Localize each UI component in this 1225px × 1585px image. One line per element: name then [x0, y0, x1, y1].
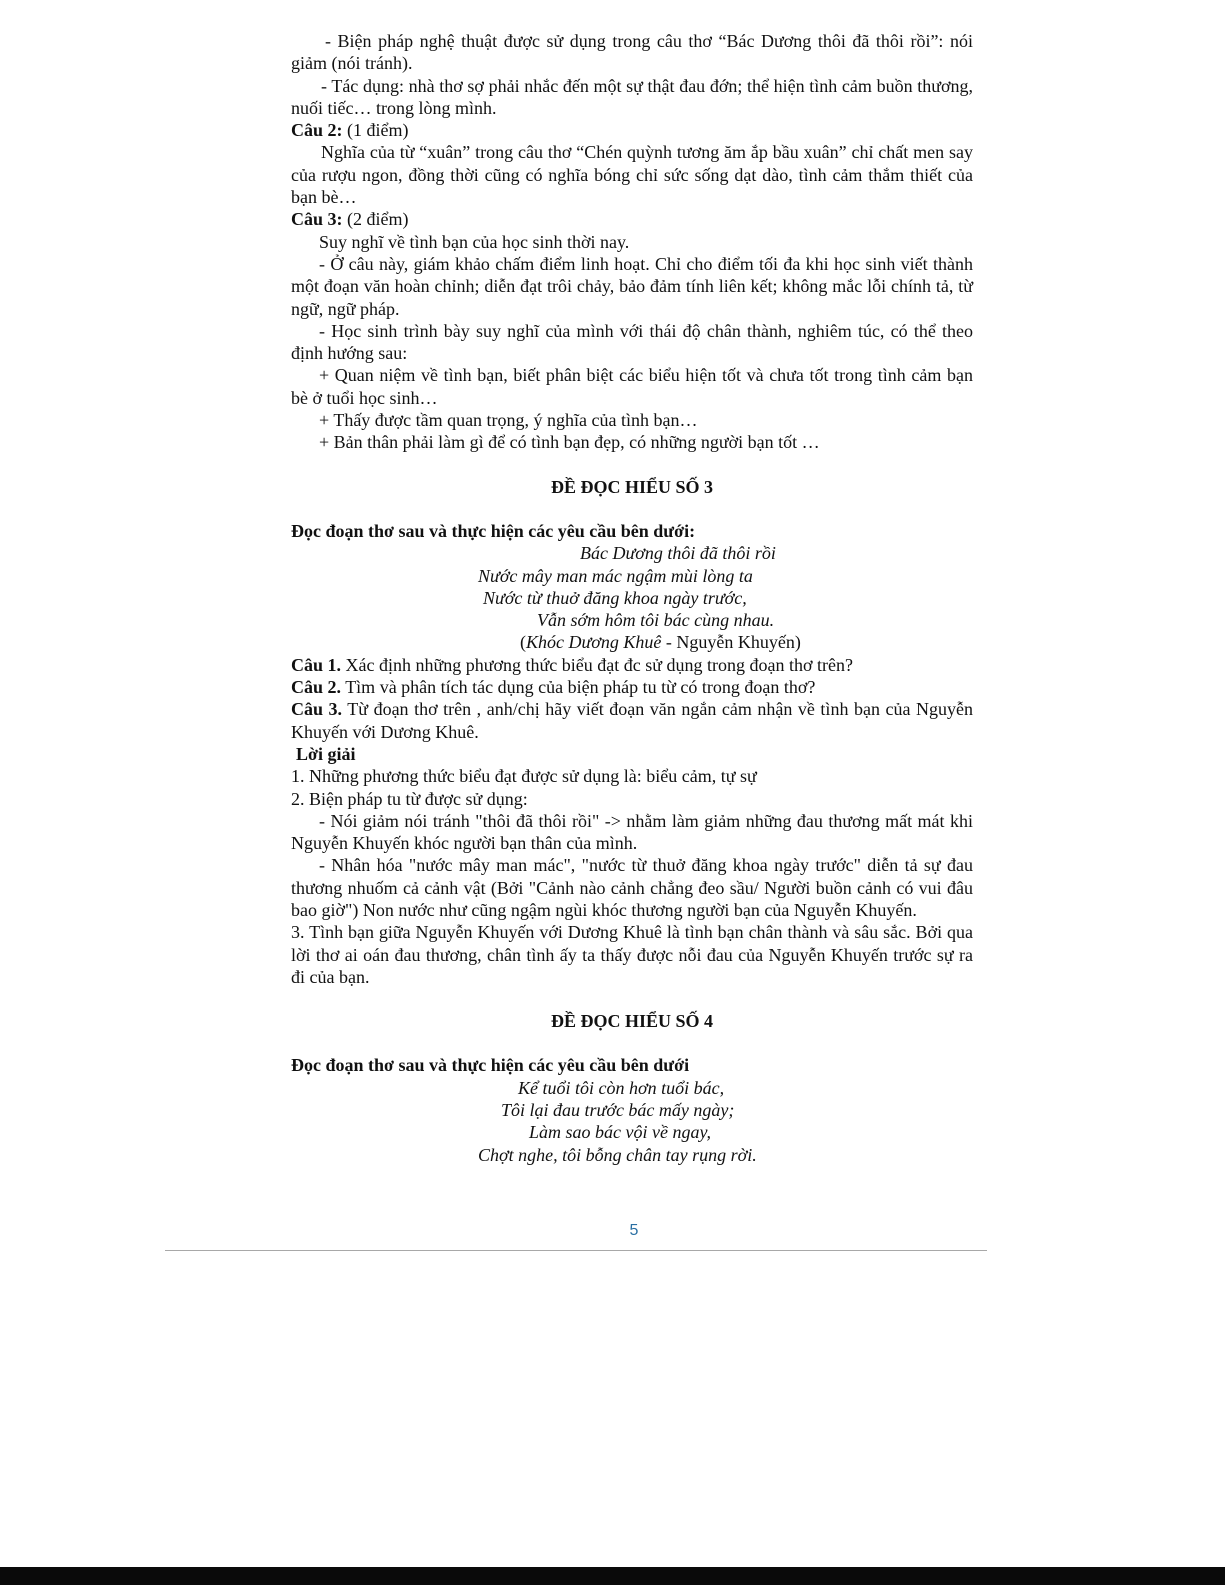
question: [291, 676, 973, 698]
instruction-text: Đọc đoạn thơ sau và thực hiện các yêu cầu bên dưới:: [291, 520, 696, 541]
poem-line: Chợt nghe, tôi bỗng chân tay rụng rời.: [478, 1144, 757, 1165]
answer: 2. Biện pháp tu từ được sử dụng:: [291, 788, 528, 809]
paragraph: + Bản thân phải làm gì để có tình bạn đẹp, có những người bạn tốt …: [319, 432, 820, 453]
poem-line: Vẫn sớm hôm tôi bác cùng nhau.: [537, 610, 775, 631]
answer-label: Lời giải: [296, 743, 356, 764]
source-title: Khóc Dương Khuê: [526, 632, 662, 653]
answer-heading: [291, 743, 973, 765]
question-heading: [291, 208, 973, 230]
page-number: 5: [629, 1222, 639, 1239]
question-text: Tìm và phân tích tác dụng của biện pháp tu từ có trong đoạn thơ?: [341, 677, 816, 698]
question-label: Câu 2.: [291, 677, 342, 698]
paragraph: - Tác dụng: nhà thơ sợ phải nhắc đến một sự thật đau đớn; thể hiện tình cảm buồn thương, nuối tiếc… trong lòng mình.: [291, 75, 973, 118]
poem: [291, 1077, 973, 1166]
section-heading: ĐỀ ĐỌC HIỂU SỐ 3: [550, 476, 714, 497]
question-label: Câu 3:: [291, 209, 343, 230]
paragraph: Nghĩa của từ “xuân” trong câu thơ “Chén quỳnh tương ăm ắp bầu xuân” chỉ chất men say của rượu ngon, đồng thời cũng có nghĩa bóng chỉ sức sống dạt dào, tình cảm thắm thiết của bạn bè…: [291, 142, 973, 208]
page-content: [291, 30, 973, 1166]
question: [291, 698, 973, 743]
paragraph: + Thấy được tầm quan trọng, ý nghĩa của tình bạn…: [319, 410, 698, 431]
answer: - Nói giảm nói tránh "thôi đã thôi rồi" -> nhằm làm giảm những đau thương mất mát khi Nguyễn Khuyến khóc người bạn thân của mình.: [291, 810, 973, 854]
question-text: Xác định những phương thức biểu đạt đc sử dụng trong đoạn thơ trên?: [341, 654, 853, 675]
answer: 3. Tình bạn giữa Nguyễn Khuyến với Dương Khuê là tình bạn chân thành và sâu sắc. Bởi qua lời thơ ai oán đau thương, chân tình ấy ta thấy được nỗi đau của Nguyễn Khuyến trước sự ra đi của bạn.: [291, 922, 973, 987]
paragraph: - Ở câu này, giám khảo chấm điểm linh hoạt. Chỉ cho điểm tối đa khi học sinh viết thành một đoạn văn hoàn chỉnh; diễn đạt trôi chảy, bảo đảm tính liên kết; không mắc lỗi chính tả, từ ngữ, ngữ pháp.: [291, 253, 973, 319]
instruction: [291, 1054, 973, 1076]
footer-bar: [0, 1567, 1225, 1585]
question-label: Câu 2:: [291, 120, 343, 141]
poem-line: Kể tuổi tôi còn hơn tuổi bác,: [518, 1077, 725, 1098]
poem-source: [520, 631, 973, 653]
paragraph: - Biện pháp nghệ thuật được sử dụng trong câu thơ “Bác Dương thôi đã thôi rồi”: nói giảm (nói tránh).: [291, 31, 973, 74]
page-bottom-rule: [165, 1250, 987, 1251]
paragraph: - Học sinh trình bày suy nghĩ của mình với thái độ chân thành, nghiêm túc, có thể theo định hướng sau:: [291, 320, 973, 364]
paragraph: Suy nghĩ về tình bạn của học sinh thời nay.: [319, 231, 630, 252]
question-heading: [291, 119, 973, 141]
question-label: Câu 3.: [291, 699, 343, 720]
answer: 1. Những phương thức biểu đạt được sử dụng là: biểu cảm, tự sự: [291, 766, 757, 787]
poem-line: Làm sao bác vội về ngay,: [529, 1122, 711, 1143]
poem-line: Bác Dương thôi đã thôi rồi: [580, 543, 776, 564]
question-points: (1 điểm): [342, 120, 409, 141]
poem-line: Nước mây man mác ngậm mùi lòng ta: [478, 565, 753, 586]
paragraph: + Quan niệm về tình bạn, biết phân biệt các biểu hiện tốt và chưa tốt trong tình cảm bạn bè ở tuổi học sinh…: [291, 365, 973, 408]
poem-line: Nước từ thuở đăng khoa ngày trước,: [483, 587, 747, 608]
poem: [291, 542, 973, 631]
question-points: (2 điểm): [342, 209, 409, 230]
question-label: Câu 1.: [291, 654, 342, 675]
answer: - Nhân hóa "nước mây man mác", "nước từ thuở đăng khoa ngày trước" diễn tả sự đau thương nhuốm cả cảnh vật (Bởi "Cảnh nào cảnh chẳng đeo sầu/ Người buồn cảnh có vui đâu bao giờ") Non nước như cũng ngậm ngùi khóc thương người bạn của Nguyễn Khuyến.: [291, 855, 973, 920]
section-heading: ĐỀ ĐỌC HIỂU SỐ 4: [550, 1011, 714, 1032]
instruction: [291, 520, 973, 542]
question: [291, 654, 973, 676]
instruction-text: Đọc đoạn thơ sau và thực hiện các yêu cầu bên dưới: [291, 1055, 690, 1076]
source-open: (: [520, 632, 526, 653]
source-author: - Nguyễn Khuyến): [661, 632, 801, 653]
poem-line: Tôi lại đau trước bác mấy ngày;: [501, 1100, 735, 1121]
question-text: Từ đoạn thơ trên , anh/chị hãy viết đoạn văn ngắn cảm nhận về tình bạn của Nguyễn Khuyến với Dương Khuê.: [291, 699, 974, 742]
